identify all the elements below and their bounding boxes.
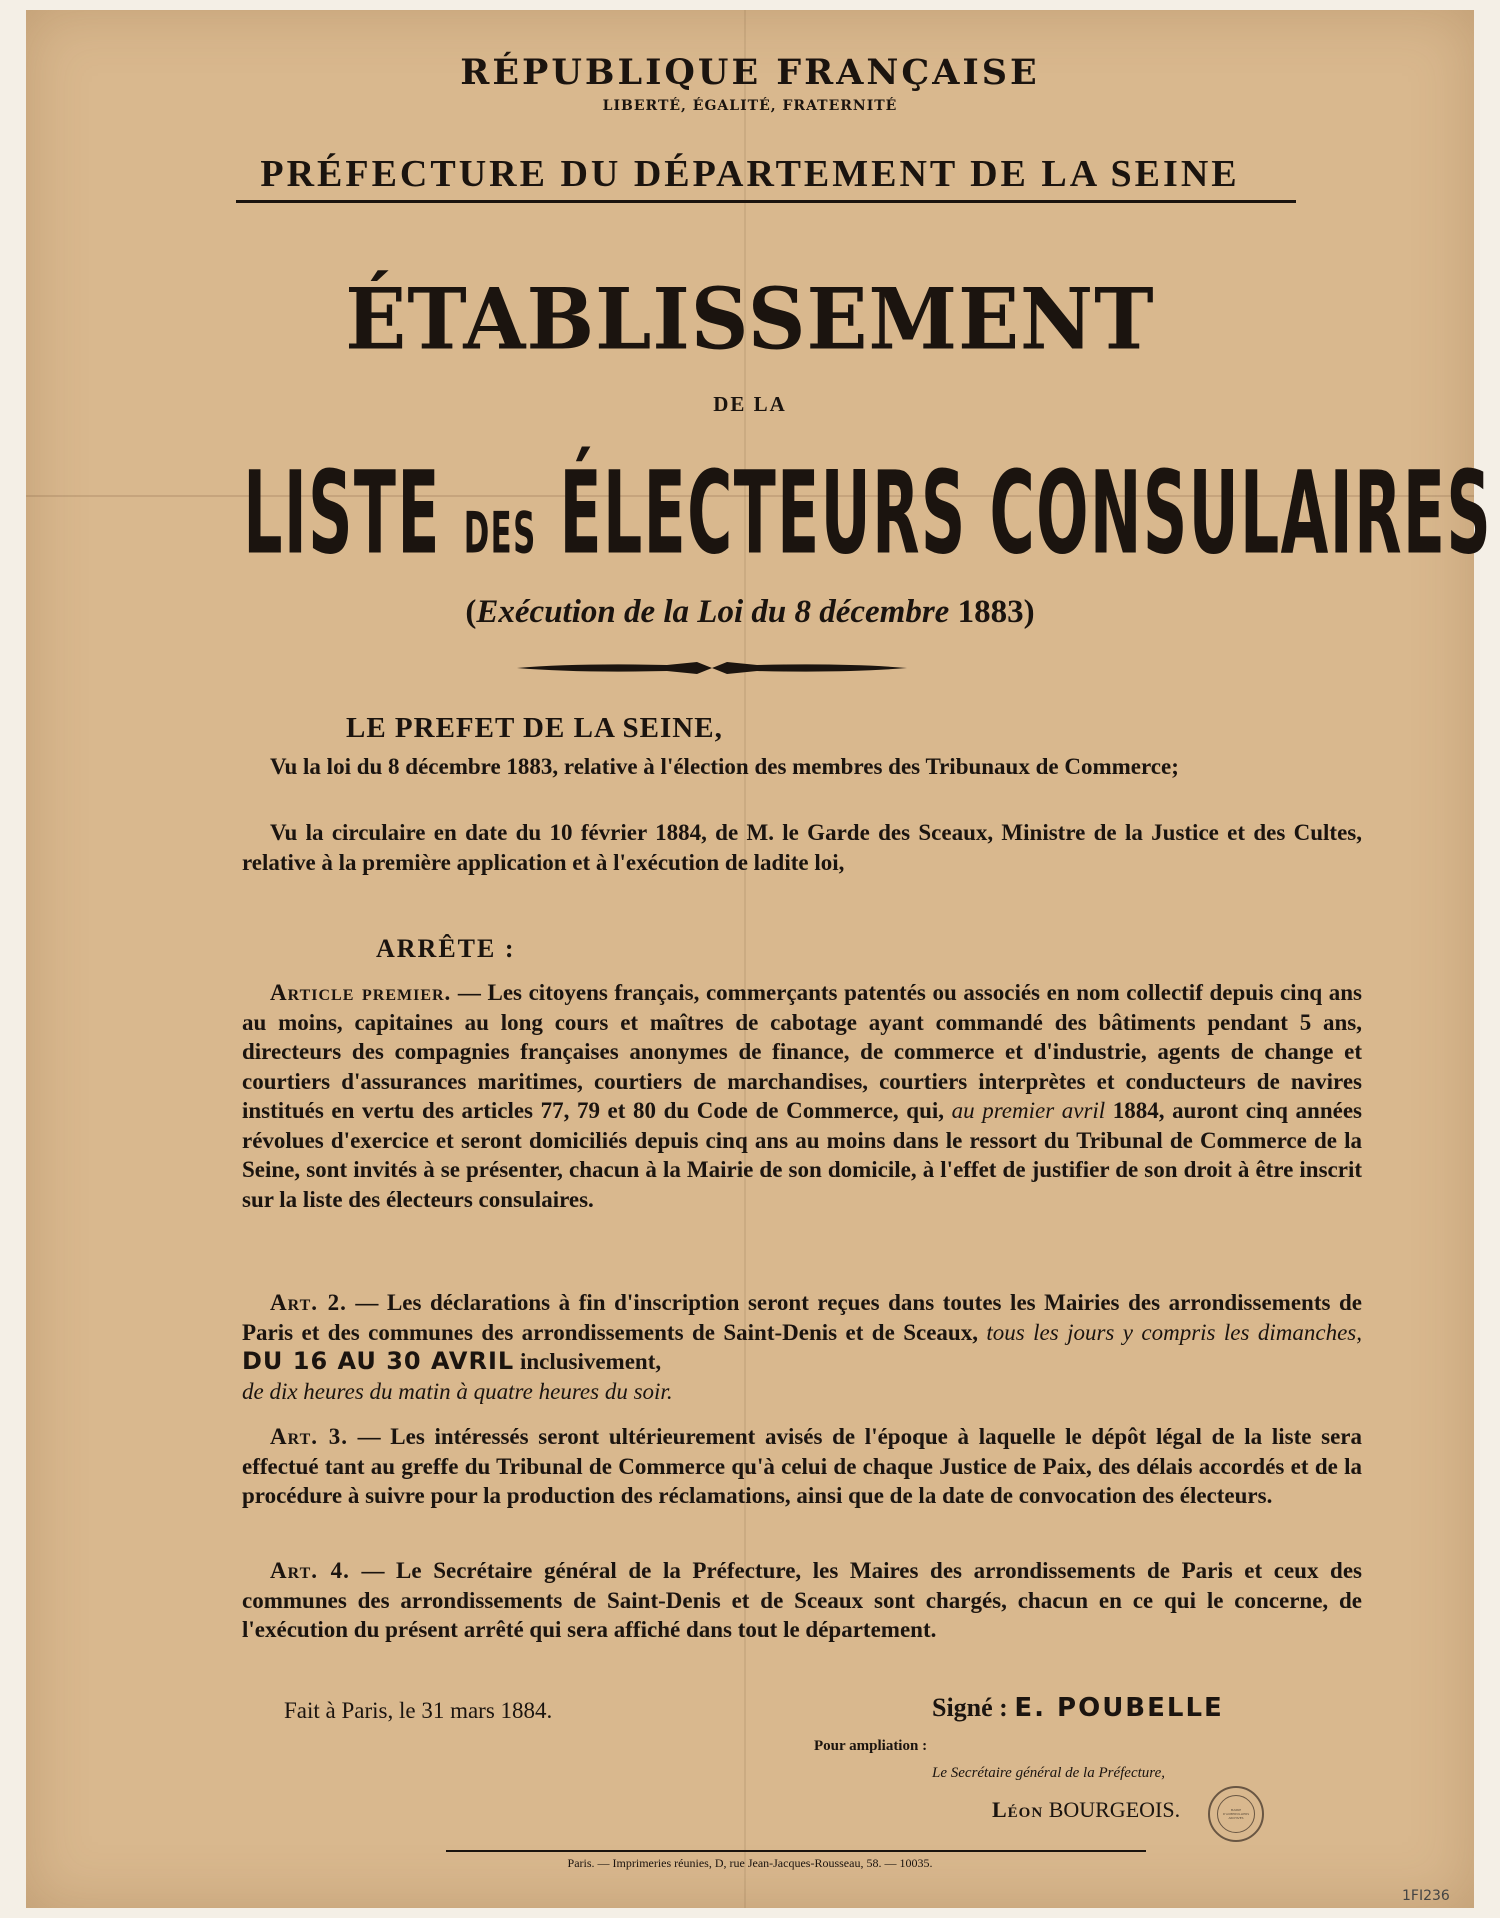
arrete-heading: ARRÊTE : — [376, 934, 516, 963]
article-4-text: — Le Secrétaire général de la Préfecture, les Maires des arrondissements de Paris et ceux des communes des arrondissements de Saint-Denis et de Sceaux sont chargés, chacun en ce qui le concerne, de l'exécution du présent arrêté qui sera affiché dans tout le département. — [242, 1558, 1362, 1642]
article-2-label: Art. 2. — [270, 1290, 347, 1315]
national-motto: LIBERTÉ, ÉGALITÉ, FRATERNITÉ — [602, 98, 898, 114]
article-2-italic-hours: de dix heures du matin à quatre heures du soir. — [242, 1378, 673, 1404]
article-1-text-a: — Les citoyens français, commerçants patentés ou associés en nom collectif depuis cinq ans au moins, capitaines au long cours et maîtres de cabotage ayant commandé des bâtiments pendant 5 ans, directeurs des compagnies françaises anonymes de finance, de commerce et d'industrie, agents de change et courtiers d'assurances maritimes, courtiers de marchandises, courtiers interprètes et conducteurs de navires institués en vertu des articles 77, 79 et 80 du Code de Commerce, qui, — [242, 980, 1362, 1123]
vu-paragraph-2 — [242, 818, 1362, 878]
footer-rule — [446, 1850, 1146, 1852]
place-date: Fait à Paris, le 31 mars 1884. — [284, 1698, 553, 1723]
title-etablissement: ÉTABLISSEMENT — [345, 269, 1155, 369]
article-4 — [242, 1556, 1362, 1645]
article-1 — [242, 978, 1362, 1214]
signature-line — [932, 1693, 1224, 1723]
article-3-label: Art. 3. — [270, 1424, 348, 1449]
vu-circulaire-text: Vu la circulaire en date du 10 février 1884, de M. le Garde des Sceaux, Ministre de la Justice et des Cultes, relative à la première application et à l'exécution de ladite loi, — [242, 820, 1362, 875]
article-1-label: Article premier. — [270, 980, 452, 1005]
poster-sheet — [26, 10, 1493, 1908]
title-liste-word: LISTE — [243, 446, 441, 580]
article-2-text-a: — Les déclarations à fin d'inscription seront reçues dans toutes les Mairies des arrondissements de Paris et des communes des arrondissements de Saint-Denis et de Sceaux, — [242, 1290, 1362, 1345]
prefecture-heading: PRÉFECTURE DU DÉPARTEMENT DE LA SEINE — [260, 153, 1240, 195]
archive-stamp-icon — [1208, 1786, 1264, 1842]
article-2-dates: DU 16 AU 30 AVRIL — [242, 1347, 515, 1375]
secretary-title: Le Secrétaire général de la Préfecture, — [932, 1765, 1165, 1781]
printer-imprint: Paris. — Imprimeries réunies, D, rue Jean-Jacques-Rousseau, 58. — 10035. — [567, 1856, 933, 1870]
subtitle-close: ) — [1023, 594, 1035, 630]
title-liste — [243, 446, 1493, 580]
article-2-italic-days: tous les jours y compris les dimanches, — [986, 1319, 1362, 1345]
republic-heading: RÉPUBLIQUE FRANÇAISE — [460, 52, 1040, 93]
secretary-first-name: Léon — [992, 1797, 1044, 1822]
signe-label: Signé : — [932, 1693, 1015, 1722]
vu-paragraph-1 — [242, 752, 1362, 782]
title-electeurs-consulaires: ÉLECTEURS CONSULAIRES — [559, 446, 1493, 580]
article-2 — [242, 1288, 1362, 1406]
secretary-last-name: BOURGEOIS. — [1043, 1797, 1181, 1822]
title-subtitle — [26, 594, 1474, 631]
vu-loi-text: Vu la loi du 8 décembre 1883, relative à l'élection des membres des Tribunaux de Commerce; — [270, 754, 1179, 779]
signatory-name: E. POUBELLE — [1014, 1693, 1224, 1723]
subtitle-italic: Exécution de la Loi du 8 décembre — [476, 594, 950, 630]
title-des-word: DES — [463, 500, 537, 567]
secretary-name — [992, 1797, 1180, 1823]
article-1-italic: au premier avril — [951, 1098, 1106, 1123]
prefet-heading: LE PREFET DE LA SEINE, — [346, 712, 723, 744]
archive-reference: 1FI236 — [1402, 1888, 1450, 1904]
archive-stamp-inner: MAIRIE D'AUBERVILLIERS ARCHIVES — [1217, 1795, 1255, 1833]
title-de-la: DE LA — [713, 392, 787, 416]
article-3 — [242, 1422, 1362, 1511]
ampliation-label: Pour ampliation : — [814, 1738, 928, 1754]
subtitle-year: 1883 — [949, 594, 1024, 630]
header-rule — [236, 200, 1296, 203]
article-4-label: Art. 4. — [270, 1558, 350, 1583]
article-2-text-b: inclusivement, — [514, 1349, 662, 1374]
article-3-text: — Les intéressés seront ultérieurement avisés de l'époque à laquelle le dépôt légal de la liste sera effectué tant au greffe du Tribunal de Commerce qu'à celui de chaque Justice de Paix, des délais accordés et de la procédure à suivre pour la production des réclamations, ainsi que de la date de convocation des électeurs. — [242, 1424, 1362, 1508]
ornamental-rule — [517, 660, 907, 676]
article-1-text-b: 1884, auront cinq années révolues d'exercice et seront domiciliés depuis cinq ans au moins dans le ressort du Tribunal de Commerce de la Seine, sont invités à se présenter, chacun à la Mairie de son domicile, à l'effet de justifier de son droit à être inscrit sur la liste des électeurs consulaires. — [242, 1098, 1363, 1212]
subtitle-open: ( — [465, 594, 477, 630]
